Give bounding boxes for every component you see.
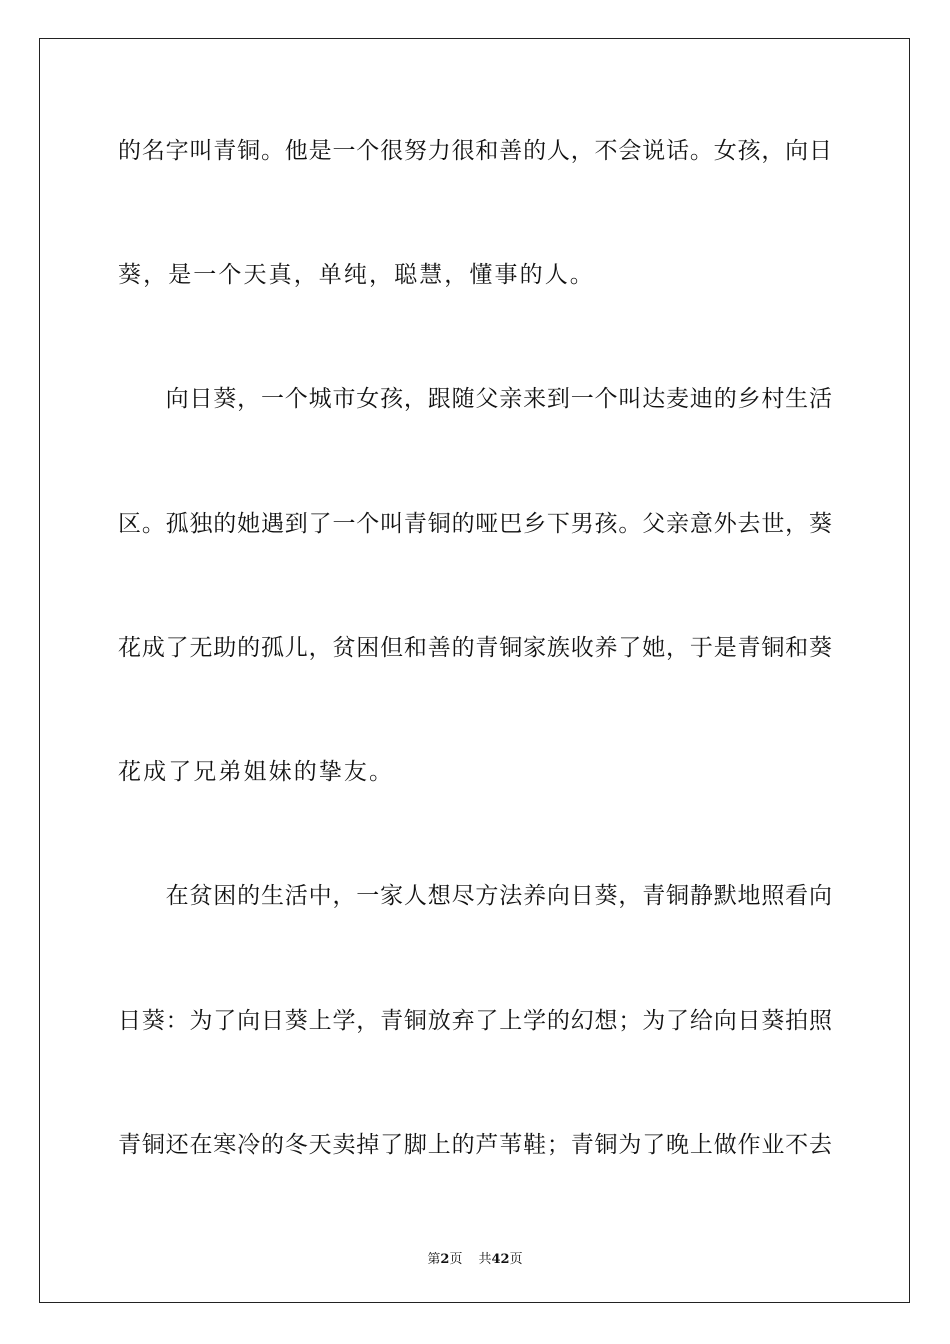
text-line-7: 在贫困的生活中，一家人想尽方法养向日葵，青铜静默地照看向: [118, 883, 832, 909]
text-line-6: 花成了兄弟姐妹的挚友。: [118, 759, 395, 785]
page-suffix: 页: [449, 1252, 463, 1267]
page-footer: [0, 1248, 950, 1267]
page-prefix: 第: [427, 1252, 441, 1267]
page-number: 2: [440, 1252, 450, 1267]
text-line-3: 向日葵，一个城市女孩，跟随父亲来到一个叫达麦迪的乡村生活: [118, 386, 832, 412]
total-prefix: 共: [478, 1252, 492, 1267]
text-line-2: 葵，是一个天真，单纯，聪慧，懂事的人。: [118, 262, 595, 288]
text-line-5: 花成了无助的孤儿，贫困但和善的青铜家族收养了她，于是青铜和葵: [118, 635, 832, 661]
text-line-4: 区。孤独的她遇到了一个叫青铜的哑巴乡下男孩。父亲意外去世，葵: [118, 511, 832, 537]
page-border: [39, 38, 910, 1303]
total-suffix: 页: [509, 1252, 523, 1267]
text-line-9: 青铜还在寒冷的冬天卖掉了脚上的芦苇鞋；青铜为了晚上做作业不去: [118, 1132, 832, 1158]
total-pages: 42: [491, 1252, 510, 1267]
text-line-8: 日葵：为了向日葵上学，青铜放弃了上学的幻想；为了给向日葵拍照: [118, 1008, 832, 1034]
text-line-1: 的名字叫青铜。他是一个很努力很和善的人，不会说话。女孩，向日: [118, 138, 832, 164]
